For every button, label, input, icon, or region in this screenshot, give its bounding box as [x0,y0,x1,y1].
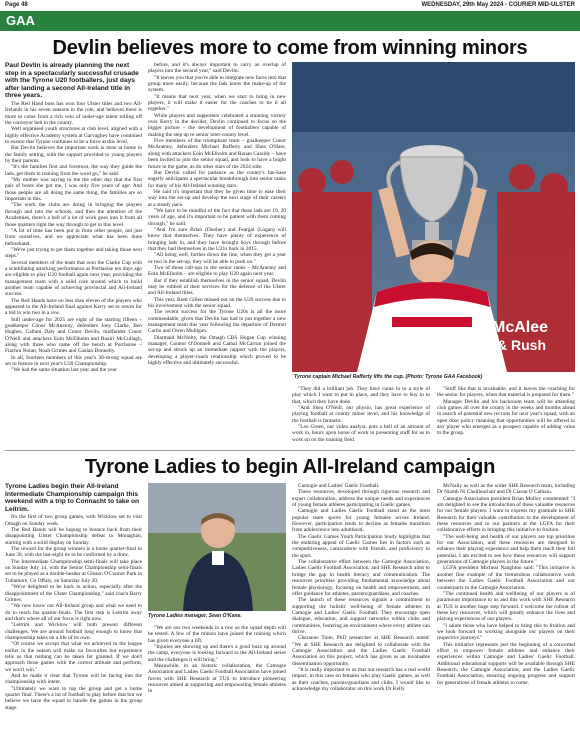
article2-lead: Tyrone Ladies begin their All-Ireland Intermediate Championship campaign this weekend with a trip to Connacht to take on Leitrim. [5,483,140,513]
section-bar [0,11,580,31]
manager-portrait-image [148,483,286,611]
article2-column-3 [292,483,430,733]
article-paragraph: "Injuries are showing up and there's a good buzz up around the camp, everyone is looking forward to the All-Ireland series and the challenges it will bring." [148,644,286,663]
article-paragraph: The launch of these resources signals a commitment to supporting the holistic well-being of female athletes in Camogie and Ladies' Gaelic Football. They encourage open dialogue, education, and support networks within clubs and communities, fostering an environment where every athlete can thrive. [292,597,430,635]
article2-col1-body [5,514,142,711]
article-paragraph: "We are our two weekends in a row so the squad depth will be tested. A few of the minors have joined the training which has given everyone a lift. [148,625,286,644]
article1-photo-caption: Tyrone captain Michael Rafferty lifts the cup. (Photo: Tyrone GAA Facebook) [294,374,483,380]
article-paragraph: In all, fourteen members of this year's 30-strong squad are set to feature in next year's U20 Championship. [5,354,142,368]
article2-column-2 [148,625,286,733]
article-paragraph: "We now know our All-Ireland group and what we need to do to reach the quarter-finals. The first step is Leitrim away and that's where all of our focus is right now. [5,603,142,622]
article-paragraph: But Devlin believes the important work is done at home in the family setting, with the support provided to young players by their parents. [5,145,142,165]
article2-col2-body [148,625,286,695]
article-paragraph: "And Shea O'Neill, our physio, has great experience of playing football at county minor level, and his knowledge of the football is fantastic. [292,405,430,424]
article-paragraph: The Gaelic Games Youth Participation Study highlights that the enduring appeal of Gaelic Games lies in factors such as competitiveness, camaraderie with friends, and proficiency in the sport. [292,533,430,559]
article-paragraph: Camogie Association president Brian Molloy commented: "I am delighted to see the introduction of these valuable resources for our female players. I want to express my gratitude to SHE Research for their valuable contribution to the development of these resources and to our partners at the LGFA for their collaborative efforts in bringing this initiative to fruition. [437,495,575,534]
article-paragraph: "All being well, further down the line, when they get a year or two in the set-up, they will be able to push on." [148,252,286,265]
article1-column-1 [5,62,142,446]
article2-col4-body [437,483,575,686]
article1-lead: Paul Devlin is already planning the next step in a spectacularly successful crusade with the Tyrone U20 footballers, just days after landing a second All-Ireland title in three years. [5,62,139,100]
page-number: Page 48 [5,2,28,8]
article-paragraph: Still under-age for 2025 are eight of the starting fifteen – goalkeeper Conor McAnenny, defenders Joey Clarke, Ben Hughes, Callum Daly and Conor Devlin, midfielder Conor O'Neill and attackers Eoin McElholm and Ruairi McCullagh, along with three who came off the bench at Portlaoise – Fiachra Nolan, Noah Grimes and Caolan Donnelly. [5,316,142,355]
article-paragraph: The recent success for the Tyrone U20s is all the more commendable, given that Devlin has had to put together a new management team this year following the departure of Dermot Carlin and Owen Mulligan. [148,309,286,335]
article-paragraph: Several members of the team that won the Clarke Cup with a scintillating attacking performance at Portlaoise ten days ago are eligible to play U20 football again next year, providing the management team with a solid core around which to build another team capable of achieving provincial and All-Ireland success. [5,259,142,298]
article-paragraph: "We're delighted to be back in action, especially after the disappointment of the Ulster Championship," said coach Barry Grimes. [5,584,142,603]
article-paragraph: Camogie and Ladies Gaelic Football stand as the most popular team sports for young females across Ireland. However, participation tends to decline as females transition from adolescence into adulthood. [292,508,430,534]
article-paragraph: LGFA president Micheal Naughton said: "This initiative is another fine example of the tremendous collaborative work between the Ladies Gaelic Football Association and our counterparts in the Camogie Association. [437,565,575,591]
article-paragraph: Cheranne Tuite, PhD researcher at SHE Research noted: "We at SHE Research are delighted to collaborate with the Camogie Association and the Ladies Gaelic Football Association on this project, which has given us an invaluable dissemination opportunity. [292,635,430,667]
article-paragraph: "I salute those who have helped to bring this to fruition and we look forward to working alongside our players on their respective journeys." [437,622,575,642]
photo-sponsor-text-2: & Rush [497,337,546,353]
article-paragraph: McNally as well as the wider SHE Research team, including Dr Niamh Ni Cheilleachair and Dr Ciaran O Cathain. [437,483,575,496]
article-paragraph: "Ultimately we want to top the group and get a home quarter final. There's a lot of football to play before that but we believe we have the squad to handle the games in the group stage. [5,685,142,711]
article-paragraph: "We're just trying to get them together and taking those next steps." [5,246,142,260]
article-paragraph: "The well-being and health of our players are top priorities for our Association, and these resources are designed to enhance their playing experience and help them reach their full potential. I am excited to see how these resources will support generations of Camogie players in the future." [437,533,575,566]
article2-photo [148,483,286,611]
article-paragraph: It's the first of two group games, with Wicklow set to visit Omagh on Sunday week. [5,514,142,527]
article1-column-3 [292,386,430,446]
page-header [0,0,580,11]
article2-col3-body [292,483,430,692]
photo-sponsor-text-1: McAlee [492,319,549,336]
article-paragraph: He said it's important that they be given time to ease their way into the set-up and develop the next stage of their careers at a steady pace. [148,188,286,208]
article2-photo-caption: Tyrone Ladies manager, Sean O'Kane. [148,613,242,619]
date-line: WEDNESDAY, 29th May 2024 - COURIER MID-ULSTER [421,2,575,8]
article-paragraph: Manager Devlin and his backroom team will be attending club games all over the county in the weeks and months ahead in search of potential new recruits for next year's squad, with an open door policy meaning that opportunities will be offered to any player who emerges as a prospect capable of adding value to the group. [437,398,575,437]
article-paragraph: "It's the families first and foremost, the way they guide the lads, get them to training from the word go," he said. [5,164,142,177]
article2-column-4 [437,483,575,733]
article1-column-2 [148,62,286,446]
article-paragraph: "It means that next year, when we start to bring in new players, it will make it easier for the coaches to tie it all together." [148,93,286,113]
article-paragraph: Diarmaid McNulty, the Omagh CBS Hogan Cup winning manager, Connor O'Donnell and Cathal McCarron joined the set-up and struck up an immediate rapport with the players, developing a player-coach relationship which proved to be highly effective and ultimately successful. [148,334,286,367]
article-paragraph: Camogie and Ladies' Gaelic Football. [298,483,380,489]
trophy-celebration-image [292,62,575,372]
article-divider [5,450,575,451]
section-label: GAA [6,13,35,28]
article-paragraph: "The work the clubs are doing in bringing the players through and into the schools, and then the attention of the Academies, there's a hell of a lot of work goes into it from all those quarters right the way through to get to this level. [5,202,142,228]
article-paragraph: But if they establish themselves in the senior squad, Devlin may be robbed of their services for the defence of the Ulster and All-Ireland titles. [148,277,286,297]
article-paragraph: But Devlin called for patience as the county's fan-base eagerly anticipates a spectacular breakthrough into senior ranks for many of his All-Ireland winning stars. [148,169,286,189]
article-paragraph: "It is really important to us that our research has a real world impact, in this case on females who play Gaelic games, as well as their coaches, parents/guardians and clubs. I would like to acknowledge my collaborator on this work Dr Kelly [292,666,430,692]
article-paragraph: And he made it clear that Tyrone will be facing into the championship with intent. [5,672,142,686]
article-paragraph: These resources, developed through rigorous research and expert collaboration, address the unique needs and experiences of young female athletes participating in Gaelic games. [292,489,430,509]
article-paragraph: While players and supporters celebrated a stunning victory over Kerry in the decider, Devlin continued to focus on the bigger picture – the development of footballers capable of making the step up to senior inter-county level. [148,112,286,138]
article-paragraph: "We had the same situation last year and the year [11,367,117,374]
article-paragraph: "The continued health and wellbeing of our players is of paramount importance to us and this work with SHE Research at TUS is another huge step forward. I welcome the rollout of these key resources, which will greatly enhance the lives and playing experiences of our players. [437,590,575,623]
article-paragraph: The reward for the group winners is a home quarter-final in June 30, with the last-eight tie to be confirmed by a draw. [5,546,142,559]
article-paragraph: "They did a brilliant job. They have come in to a style of play which I want to put in place, and they have to buy in to that, which they have done. [292,386,430,405]
article2-headline: Tyrone Ladies to begin All-Ireland campaign [84,456,496,478]
article-paragraph: The Intermediate Championship semi-finals will take place on Sunday July 14, with the Senior Championship semi-finals set to be played as a double-header at Gleann O'Connor Park in Tullamore, Co Offaly, on Saturday July 20. [5,558,142,584]
article-paragraph: "Stuff like that is invaluable, and it leaves the coaching for the senior for players, when that material is prepared for them." [437,386,575,399]
article-paragraph: before, and it's always important to carry an overlap of players into the second year," said Devlin. [148,62,286,75]
article-paragraph: "My mother was saying to me the other day that the first pair of boots she got me, I was only five years of age. And those people are all doing the same thing, the families are so important in this. [5,177,142,203]
article1-headline: Devlin believes more to come from winning minors [52,37,528,59]
article-paragraph: "A lot of time has been put in from other people, not just from ourselves, and we appreciate what has been done beforehand. [5,227,142,247]
article1-column-4 [437,386,575,446]
article1-photo [292,62,575,372]
article1-col1-body [5,101,142,374]
article-paragraph: This year, Brett Gillen missed out on the U20 success due to his involvement with the senior squad. [148,296,286,310]
article-paragraph: Well organised youth structures at club level, aligned with a highly effective Academy system at Garvaghey have combined to ensure that Tyrone continues to be a force at this level. [5,126,142,146]
article-paragraph: The Red Hands have no less than eleven of the players who appeared in the All-Ireland final against Kerry set to return for a bid to win two in a row. [5,297,142,317]
article-paragraph: The collaborative effort between the Camogie Association, Ladies Gaelic Football Association, and SHE Research aims to bridge the gap in health literacy and communication. The resources prioritise providing fundamental knowledge about female physiology, focusing on health and empowerment, and offer guidance for athletes, parents/guardians, and coaches. [292,559,430,597]
article-paragraph: "Leo Green, our video analyst, puts a hell of an amount of work in, hours upon horse of work in presenting stuff for us to work on on the training field. [292,424,430,443]
article-paragraph: "And I'm sure Brian (Dooher) and Feargal (Logan) will know that themselves. They have plenty of experience of bringing lads in, and they have brought boys through before that they had themselves in the U21s back in 2015. [148,226,286,252]
article-paragraph: "Leitrim and Wicklow will both present different challenges. We are around football long enough to know that championship takes on a life of its own. [5,622,142,641]
article-paragraph: Two of those call-ups to the senior ranks – McAnenny and Eoin McElholm – are eligible to play U20 again next year. [148,265,286,278]
article-paragraph: "It leaves you that you're able to integrate new faces into that group more easily, because the lads know the make-up of the system. [148,74,286,94]
article2-column-1 [5,483,142,733]
article-paragraph: Five members of the triumphant team – goalkeeper Conor McAnenny, defenders Michael Rafferty and Shea O'Hare, along with attackers Eoin McElholm and Ronan Cassidy – have been invited to join the senior squad, and look to have a bright future in the game, as do other stars of the 2024 side. [148,138,286,170]
article-paragraph: "Of course we accept that what we achieved in the league earlier in the season will make no favourites but experience tells us that nothing can be taken for granted. If we don't approach those games with the correct attitude and perform, we won't win." [5,641,142,673]
article1-col4-body [437,386,575,437]
article1-col3-body [292,386,430,443]
article-paragraph: The Red Hands will be hoping to bounce back from their disappointing Ulster Championship defeat to Monaghan, starting with a solid display on Sunday. [5,527,142,546]
article1-col2-body [148,62,286,367]
article-paragraph: Meanwhile, in an historic collaboration, the Camogie Association and Ladies Gaelic Football Association have joined forces with SHE Research at TUS to introduce pioneering resources aimed at supporting and empowering female athletes in [148,663,286,695]
article-paragraph: This initiative represents just the beginning of a concerted effort to empower female athletes and enhance their experiences within Camogie and Ladies' Gaelic Football. Additional educational supports will be available through SHE Research, the Camogie Association, and the Ladies Gaelic Football Association, ensuring ongoing progress and support for generations of female athletes to come. [437,641,575,686]
article-paragraph: "We have to be mindful of the fact that these lads are 19, 20 years of age, and it's important to be patient with them coming through," he said. [148,207,286,227]
article-paragraph: The Red Hand boss has won four Ulster titles and two All-Irelands in his seven seasons in the role, and believes there is more to come from a rich vein of under-age talent rolling off the conveyor belt in the county. [5,100,142,126]
